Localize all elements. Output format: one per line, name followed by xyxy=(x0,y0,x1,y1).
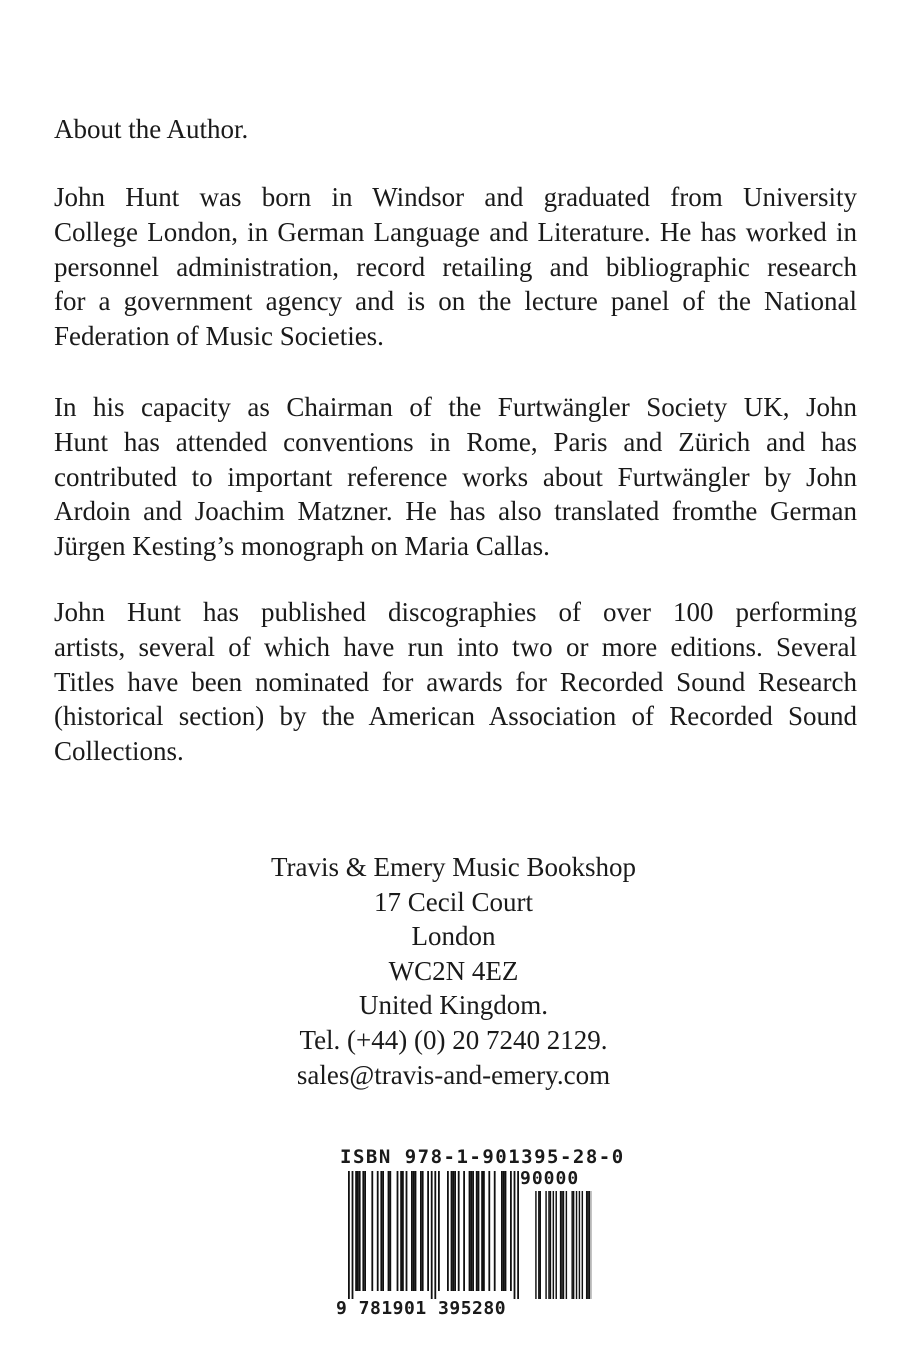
text-line: College London, in German Language and Literature. He has worked in xyxy=(54,216,857,247)
text-line: John Hunt has published discographies of over 100 performing xyxy=(54,597,857,627)
barcode-bar xyxy=(359,1171,361,1291)
text-line: for a government agency and is on the lecture panel of the National xyxy=(54,286,857,317)
text-line: (historical section) by the American Association of Recorded Sound xyxy=(54,701,857,732)
text-line: John Hunt was born in Windsor and graduated from University xyxy=(54,182,857,212)
text-line: Ardoin and Joachim Matzner. He has also translated fromthe German xyxy=(54,496,857,527)
barcode-ean-digits: 9 781901 395280 xyxy=(336,1298,507,1319)
barcode-guard-bar xyxy=(434,1171,436,1299)
barcode-addon-bar xyxy=(579,1191,580,1299)
barcode-guard-bar xyxy=(352,1171,354,1299)
barcode-addon-bar xyxy=(540,1191,541,1299)
barcode-bar xyxy=(470,1171,472,1291)
barcode-addon-bar xyxy=(589,1191,590,1299)
publisher-street: 17 Cecil Court xyxy=(374,886,533,917)
barcode-addon-bar xyxy=(535,1191,536,1299)
barcode-bar xyxy=(438,1171,440,1291)
barcode-addon-bar xyxy=(573,1191,574,1299)
barcode-bar xyxy=(406,1171,408,1291)
barcode-guard-bar xyxy=(348,1171,350,1299)
text-line: Federation of Music Societies. xyxy=(54,321,384,352)
publisher-phone: Tel. (+44) (0) 20 7240 2129. xyxy=(299,1024,608,1055)
text-line: In his capacity as Chairman of the Furtwängler Society UK, John xyxy=(54,392,857,422)
text-line: Jürgen Kesting’s monograph on Maria Callas. xyxy=(54,531,550,562)
text-line: artists, several of which have run into two or more editions. Several xyxy=(54,631,857,662)
bio-paragraph-3 xyxy=(54,595,857,769)
text-line: Hunt has attended conventions in Rome, Paris and Zürich and has xyxy=(54,426,857,457)
barcode-addon-bar xyxy=(587,1191,588,1299)
text-line: Collections. xyxy=(54,736,184,767)
barcode-addon-bar xyxy=(571,1191,572,1299)
barcode-addon-bar xyxy=(561,1191,562,1299)
text-line: personnel administration, record retailing and bibliographic research xyxy=(54,251,857,282)
barcode-guard-bar xyxy=(431,1171,433,1299)
publisher-postcode: WC2N 4EZ xyxy=(388,955,519,986)
publisher-city: London xyxy=(411,921,496,952)
isbn-barcode xyxy=(330,1143,625,1323)
bio-paragraph-2 xyxy=(54,390,857,564)
barcode-addon-bar xyxy=(566,1191,567,1299)
publisher-country: United Kingdom. xyxy=(359,990,548,1021)
barcode-addon-bar xyxy=(576,1191,577,1299)
barcode-bar xyxy=(380,1171,382,1291)
barcode-bar xyxy=(454,1171,456,1291)
barcode-bar xyxy=(488,1171,490,1291)
barcode-bar xyxy=(400,1171,402,1291)
barcode-bar xyxy=(476,1171,478,1291)
barcode-bar xyxy=(382,1171,384,1291)
barcode-bar xyxy=(483,1171,485,1291)
barcode-bar xyxy=(505,1171,507,1291)
barcode-bar xyxy=(413,1171,415,1291)
publisher-address xyxy=(0,850,907,1092)
barcode-bar xyxy=(415,1171,417,1291)
publisher-name: Travis & Emery Music Bookshop xyxy=(270,852,636,882)
barcode-bar xyxy=(472,1171,474,1291)
barcode-guard-bar xyxy=(517,1171,519,1299)
barcode-addon-digits: 90000 xyxy=(520,1168,580,1189)
barcode-bar xyxy=(451,1171,453,1291)
barcode-bar xyxy=(481,1171,483,1291)
barcode-bar xyxy=(420,1171,422,1291)
barcode-bar xyxy=(364,1171,366,1291)
barcode-bar xyxy=(510,1171,512,1291)
barcode-addon-bar xyxy=(545,1191,546,1299)
text-line: contributed to important reference works about Furtwängler by John xyxy=(54,461,857,492)
barcode-addon-bar xyxy=(538,1191,539,1299)
barcode-bar xyxy=(458,1171,460,1291)
barcode-addon-bar xyxy=(553,1191,554,1299)
barcode-bar xyxy=(494,1171,496,1291)
barcode-bar xyxy=(397,1171,399,1291)
barcode-addon-bar xyxy=(582,1191,583,1299)
barcode-bar xyxy=(469,1171,471,1291)
barcode-bar xyxy=(501,1171,503,1291)
text-line: Titles have been nominated for awards for Recorded Sound Research xyxy=(54,666,857,697)
section-heading: About the Author. xyxy=(54,114,249,144)
barcode-addon-bar xyxy=(586,1191,587,1299)
barcode-bar xyxy=(478,1171,480,1291)
barcode-bar xyxy=(357,1171,359,1291)
barcode-bar xyxy=(427,1171,429,1291)
barcode-bar xyxy=(452,1171,454,1291)
barcode-bar xyxy=(422,1171,424,1291)
barcode-bar xyxy=(371,1171,373,1291)
barcode-bar xyxy=(447,1171,449,1291)
barcode-bar xyxy=(463,1171,465,1291)
barcode-addon-bar xyxy=(550,1191,551,1299)
barcode-bar xyxy=(389,1171,391,1291)
barcode-bar xyxy=(402,1171,404,1291)
bio-paragraph-1 xyxy=(54,180,857,354)
barcode-guard-bar xyxy=(514,1171,516,1299)
barcode-bar xyxy=(411,1171,413,1291)
barcode-addon-bar xyxy=(563,1191,564,1299)
publisher-email: sales@travis-and-emery.com xyxy=(296,1059,611,1090)
barcode-addon-bar xyxy=(548,1191,549,1299)
barcode-bar xyxy=(377,1171,379,1291)
isbn-label: ISBN 978-1-901395-28-0 xyxy=(340,1146,625,1168)
barcode-bar xyxy=(355,1171,357,1291)
barcode-bar xyxy=(362,1171,364,1291)
barcode-bar xyxy=(503,1171,505,1291)
barcode-addon-bar xyxy=(556,1191,557,1299)
barcode-bar xyxy=(388,1171,390,1291)
barcode-addon-bar xyxy=(560,1191,561,1299)
